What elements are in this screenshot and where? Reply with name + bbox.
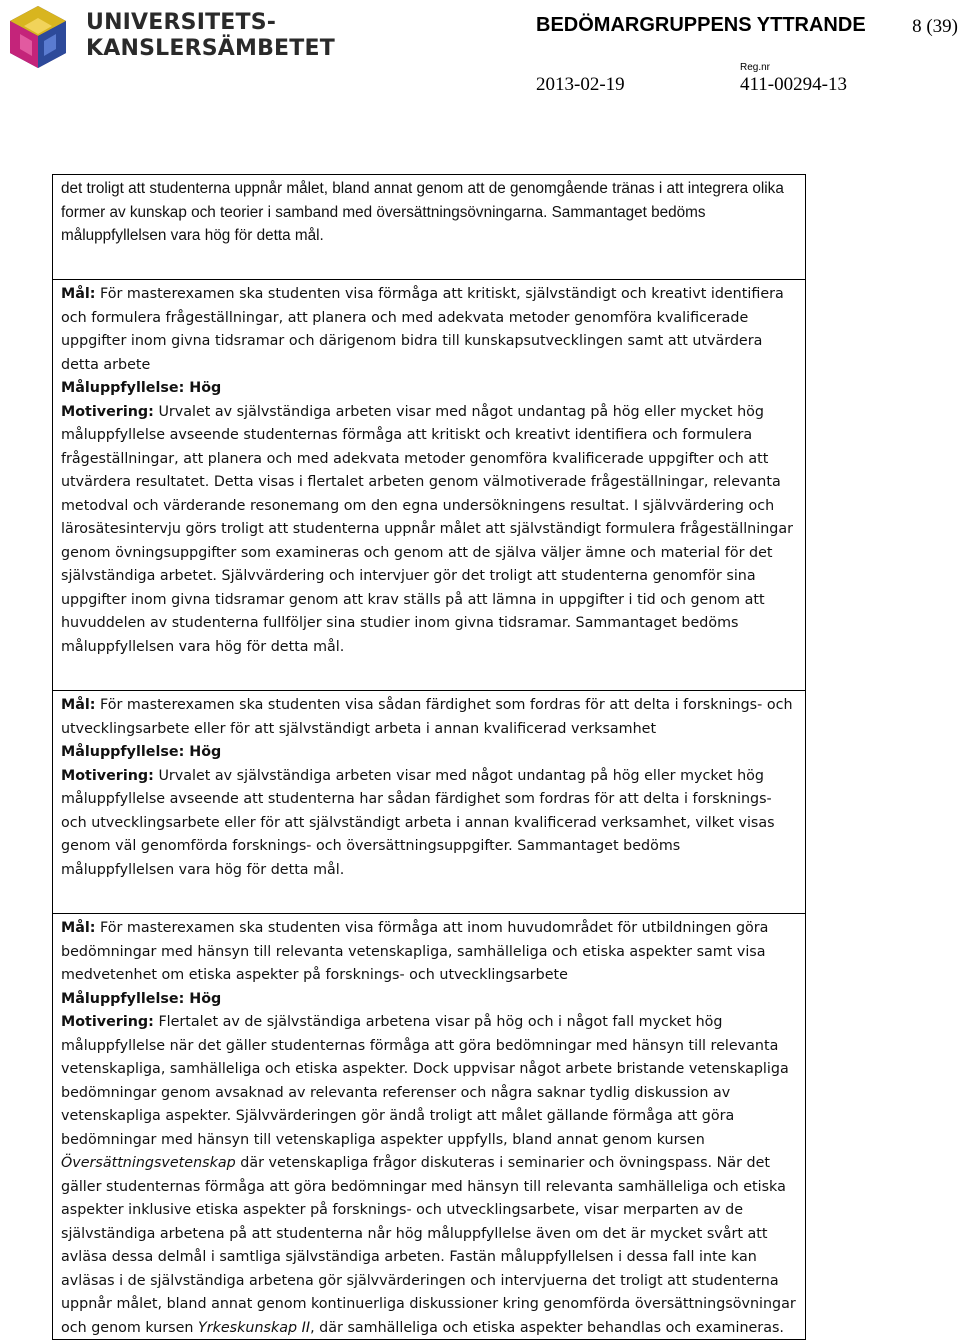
motivation-label: Motivering: xyxy=(61,767,154,784)
goal-label: Mål: xyxy=(61,697,96,713)
goal-label: Mål: xyxy=(61,920,96,936)
registration-number: 411-00294-13 xyxy=(740,74,847,95)
document-title: BEDÖMARGRUPPENS YTTRANDE xyxy=(536,14,866,36)
section-continuation xyxy=(61,177,797,248)
logo-cube-icon xyxy=(6,4,70,70)
row-divider xyxy=(52,913,806,914)
section-goal-ethics xyxy=(61,917,797,1340)
document-date: 2013-02-19 xyxy=(536,74,625,95)
motivation-text: Motivering: Urvalet av självständiga arbeten visar med något undantag på hög eller mycket hög måluppfyllelse avseende studenternas förmåga att kritiskt och kreativt identifiera och formulera frågeställningar, att planera och med adekvata metoder genomföra kvalificerade uppgifter och att utvärdera resultatet. Detta visas i flertalet arbeten genom välmotiverade frågeställningar, relevanta metodval och värderande resonemang om den egna undersökningens resultat. I självvärdering och lärosätesintervju görs troligt att studenterna uppnår målet att självständigt formulera frågeställningar genom övningsuppgifter som examineras och genom att de själva väljer ämne och material för det självständiga arbetet. Självvärdering och intervjuer gör det troligt att studenterna genomför sina uppgifter inom givna tidsramar genom att krav ställs på att lämna in uppgifter i tid och genom att huvuddelen av studenterna fullföljer sina studier inom givna tidsramar. Sammantaget bedöms måluppfyllelsen vara hög för detta mål. xyxy=(61,403,793,655)
section-goal-critical-thinking xyxy=(61,283,797,659)
motivation-label: Motivering: xyxy=(61,403,154,420)
motivation-label: Motivering: xyxy=(61,1014,154,1030)
logo-line-1: UNIVERSITETS- xyxy=(86,10,277,35)
goal-label: Mål: xyxy=(61,286,96,302)
fulfilment-label: Måluppfyllelse: Hög xyxy=(61,380,222,396)
goal-text: Mål: För masterexamen ska studenten visa sådan färdighet som fordras för att delta i forsknings- och utvecklingsarbete eller för att självständigt arbeta i annan kvalificerad verksamhet xyxy=(61,697,793,737)
row-divider xyxy=(52,279,806,280)
motivation-text: Motivering: Urvalet av självständiga arbeten visar med något undantag på hög eller mycket hög måluppfyllelse avseende att studenterna har sådan färdighet som fordras för att delta i forsknings- och utvecklingsarbete eller för att självständigt arbeta i annan kvalificerad verksamhet, vilket visas genom väl genomförda forsknings- och översättningsuppgifter. Sammantaget bedöms måluppfyllelsen vara hög för detta mål. xyxy=(61,767,775,878)
regnr-label: Reg.nr xyxy=(740,62,771,73)
motivation-text: Motivering: Flertalet av de självständiga arbetena visar på hög och i något fall mycket hög måluppfyllelse när det gäller studenternas förmåga att göra bedömningar med hänsyn till relevanta vetenskapliga, samhälleliga och etiska aspekter. Dock uppvisar något arbete bristande vetenskapliga bedömningar genom avsaknad av relevanta referenser och några saknar tydlig diskussion av vetenskapliga aspekter. Självvärderingen gör ändå troligt att målet gällande förmåga att göra bedömningar med hänsyn till vetenskapliga aspekter uppfylls, bland annat genom kursen Översättningsvetenskap där vetenskapliga frågor diskuteras i seminarier och övningspass. När det gäller studenternas förmåga att göra bedömningar med hänsyn till relevanta samhälleliga och etiska aspekter inklusive etiska aspekter på forsknings- och utvecklingsarbete, visar merparten av de självständiga arbetena på att studenterna når hög måluppfyllelse även om det är mycket svårt att avläsa dessa delmål i samtliga självständiga arbeten. Fastän måluppfyllelsen i dessa fall inte kan avläsas i de självständiga arbetena gör självvärderingen och intervjuerna det troligt att studenterna uppnår målet, bland annat genom kontinuerliga diskussioner kring genomförda översättningsövningar och genom kursen Yrkeskunskap II, där samhälleliga och etiska aspekter behandlas och examineras. xyxy=(61,1014,796,1336)
logo xyxy=(6,4,335,72)
course-name: Översättningsvetenskap xyxy=(61,1155,236,1171)
course-name: Yrkeskunskap II xyxy=(198,1319,311,1336)
section-body: det troligt att studenterna uppnår målet, bland annat genom att de genomgående tränas i att integrera olika former av kunskap och teorier i samband med översättningsövningarna. Sammantaget bedöms måluppfyllelsen vara hög för detta mål. xyxy=(61,180,784,244)
row-divider xyxy=(52,690,806,691)
goal-text: Mål: För masterexamen ska studenten visa förmåga att inom huvudområdet för utbildningen göra bedömningar med hänsyn till relevanta vetenskapliga, samhälleliga och etiska aspekter samt visa medvetenhet om etiska aspekter på forsknings- och utvecklingsarbete xyxy=(61,920,769,983)
fulfilment-label: Måluppfyllelse: Hög xyxy=(61,990,222,1007)
page-number: 8 (39) xyxy=(912,16,958,37)
section-goal-research-skills xyxy=(61,694,797,882)
goal-text: Mål: För masterexamen ska studenten visa förmåga att kritiskt, självständigt och kreativt identifiera och formulera frågeställningar, att planera och med adekvata metoder genomföra kvalificerade uppgifter inom givna tidsramar och därigenom bidra till kunskapsutvecklingen samt att utvärdera detta arbete xyxy=(61,286,784,373)
fulfilment-label: Måluppfyllelse: Hög xyxy=(61,744,222,760)
logo-line-2: KANSLERSÄMBETET xyxy=(86,36,335,61)
